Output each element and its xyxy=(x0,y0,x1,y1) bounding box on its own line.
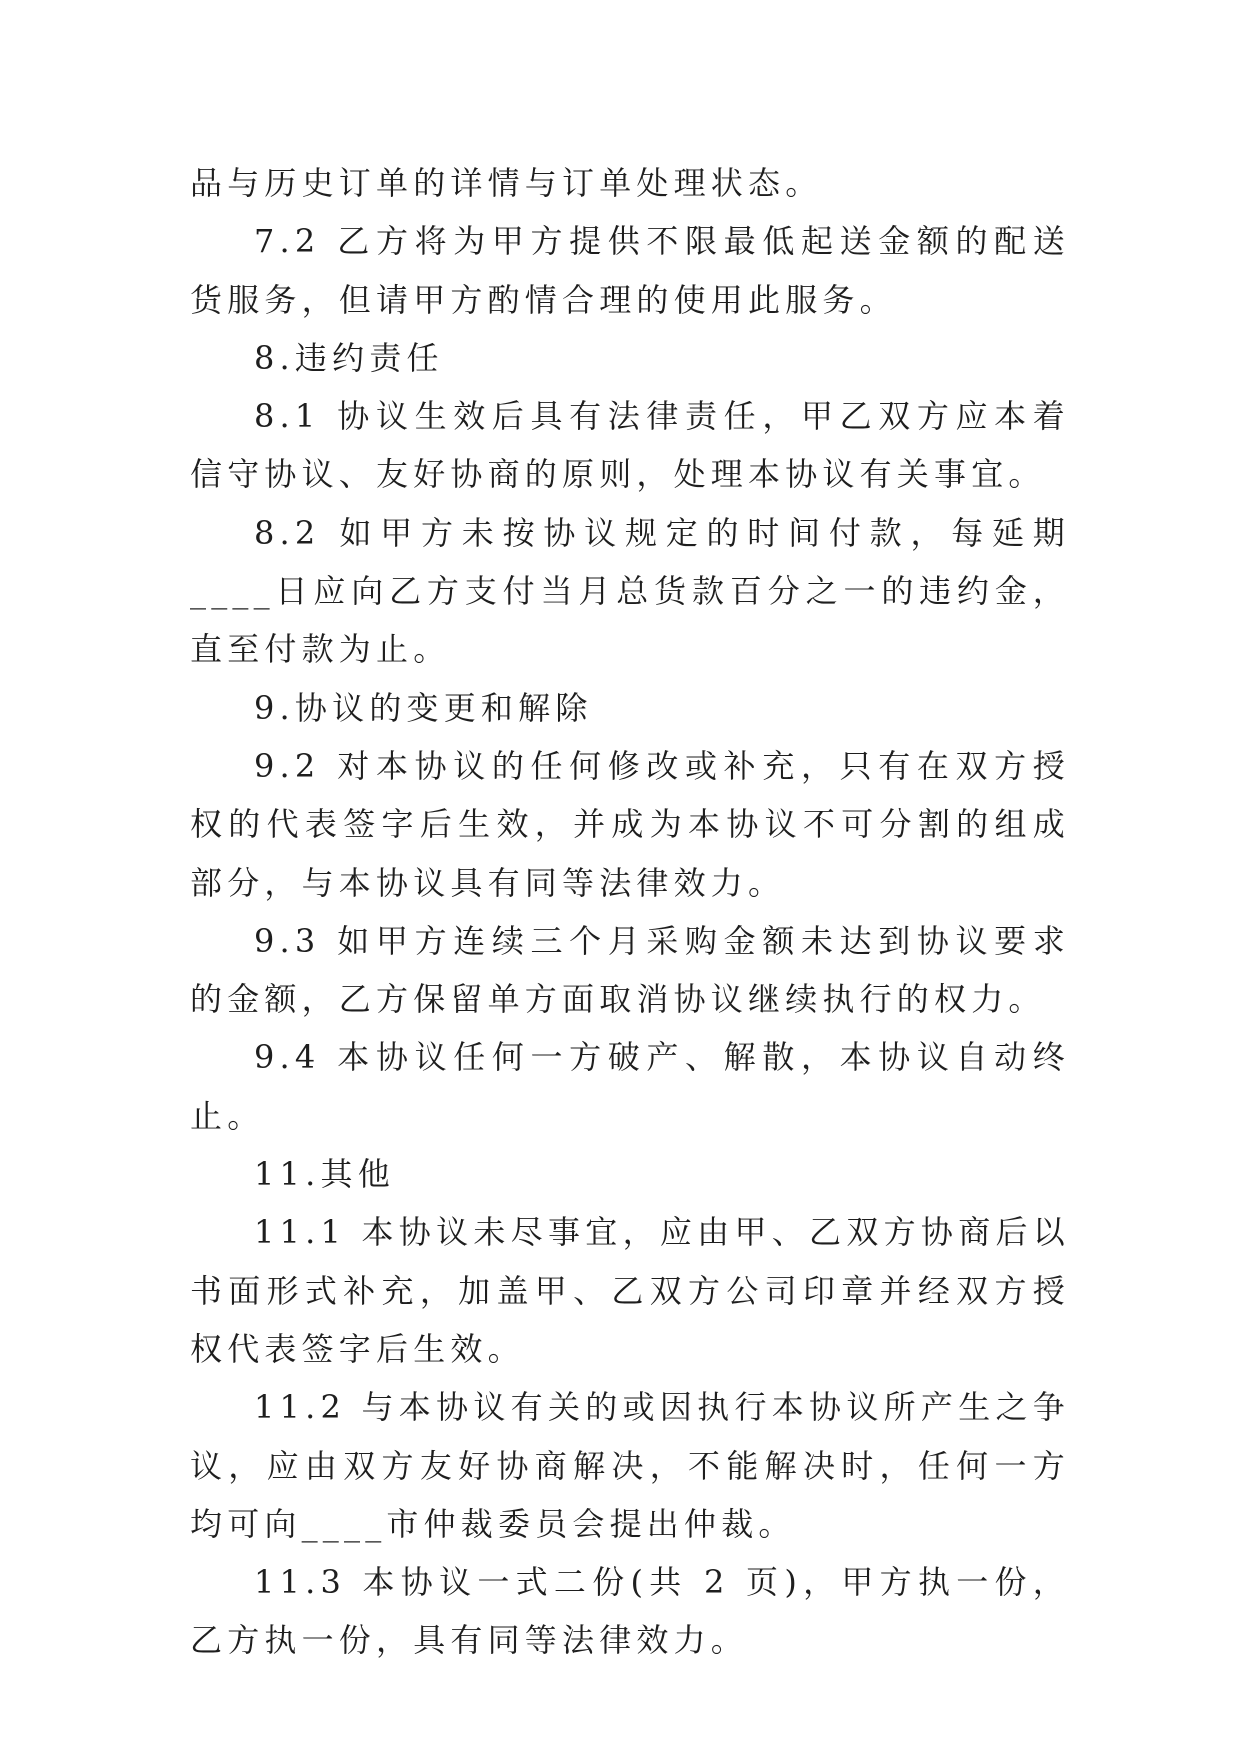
clause-11-1: 11.1 本协议未尽事宜，应由甲、乙双方协商后以书面形式补充，加盖甲、乙双方公司印章并经双方授权代表签字后生效。 xyxy=(190,1213,1070,1368)
clause-9-2: 9.2 对本协议的任何修改或补充，只有在双方授权的代表签字后生效，并成为本协议不可分割的组成部分，与本协议具有同等法律效力。 xyxy=(190,746,1070,902)
document-body xyxy=(190,154,1070,1670)
paragraph-continuation: 品与历史订单的详情与订单处理状态。 xyxy=(190,164,823,202)
clause-9-3: 9.3 如甲方连续三个月采购金额未达到协议要求的金额，乙方保留单方面取消协议继续执行的权力。 xyxy=(190,921,1070,1019)
clause-11-3: 11.3 本协议一式二份(共 2 页)，甲方执一份，乙方执一份，具有同等法律效力。 xyxy=(190,1563,1070,1660)
section-heading-9: 9.协议的变更和解除 xyxy=(254,688,593,727)
clause-8-2: 8.2 如甲方未按协议规定的时间付款，每延期____日应向乙方支付当月总货款百分之一的违约金，直至付款为止。 xyxy=(190,513,1070,669)
clause-11-2: 11.2 与本协议有关的或因执行本协议所产生之争议，应由双方友好协商解决，不能解决时，任何一方均可向____市仲裁委员会提出仲裁。 xyxy=(190,1388,1070,1543)
clause-8-1: 8.1 协议生效后具有法律责任，甲乙双方应本着信守协议、友好协商的原则，处理本协议有关事宜。 xyxy=(190,397,1070,494)
section-heading-8: 8.违约责任 xyxy=(254,338,444,377)
section-heading-11: 11.其他 xyxy=(254,1155,395,1194)
clause-9-4: 9.4 本协议任何一方破产、解散，本协议自动终止。 xyxy=(190,1038,1070,1135)
clause-7-2: 7.2 乙方将为甲方提供不限最低起送金额的配送货服务，但请甲方酌情合理的使用此服务。 xyxy=(190,222,1070,319)
